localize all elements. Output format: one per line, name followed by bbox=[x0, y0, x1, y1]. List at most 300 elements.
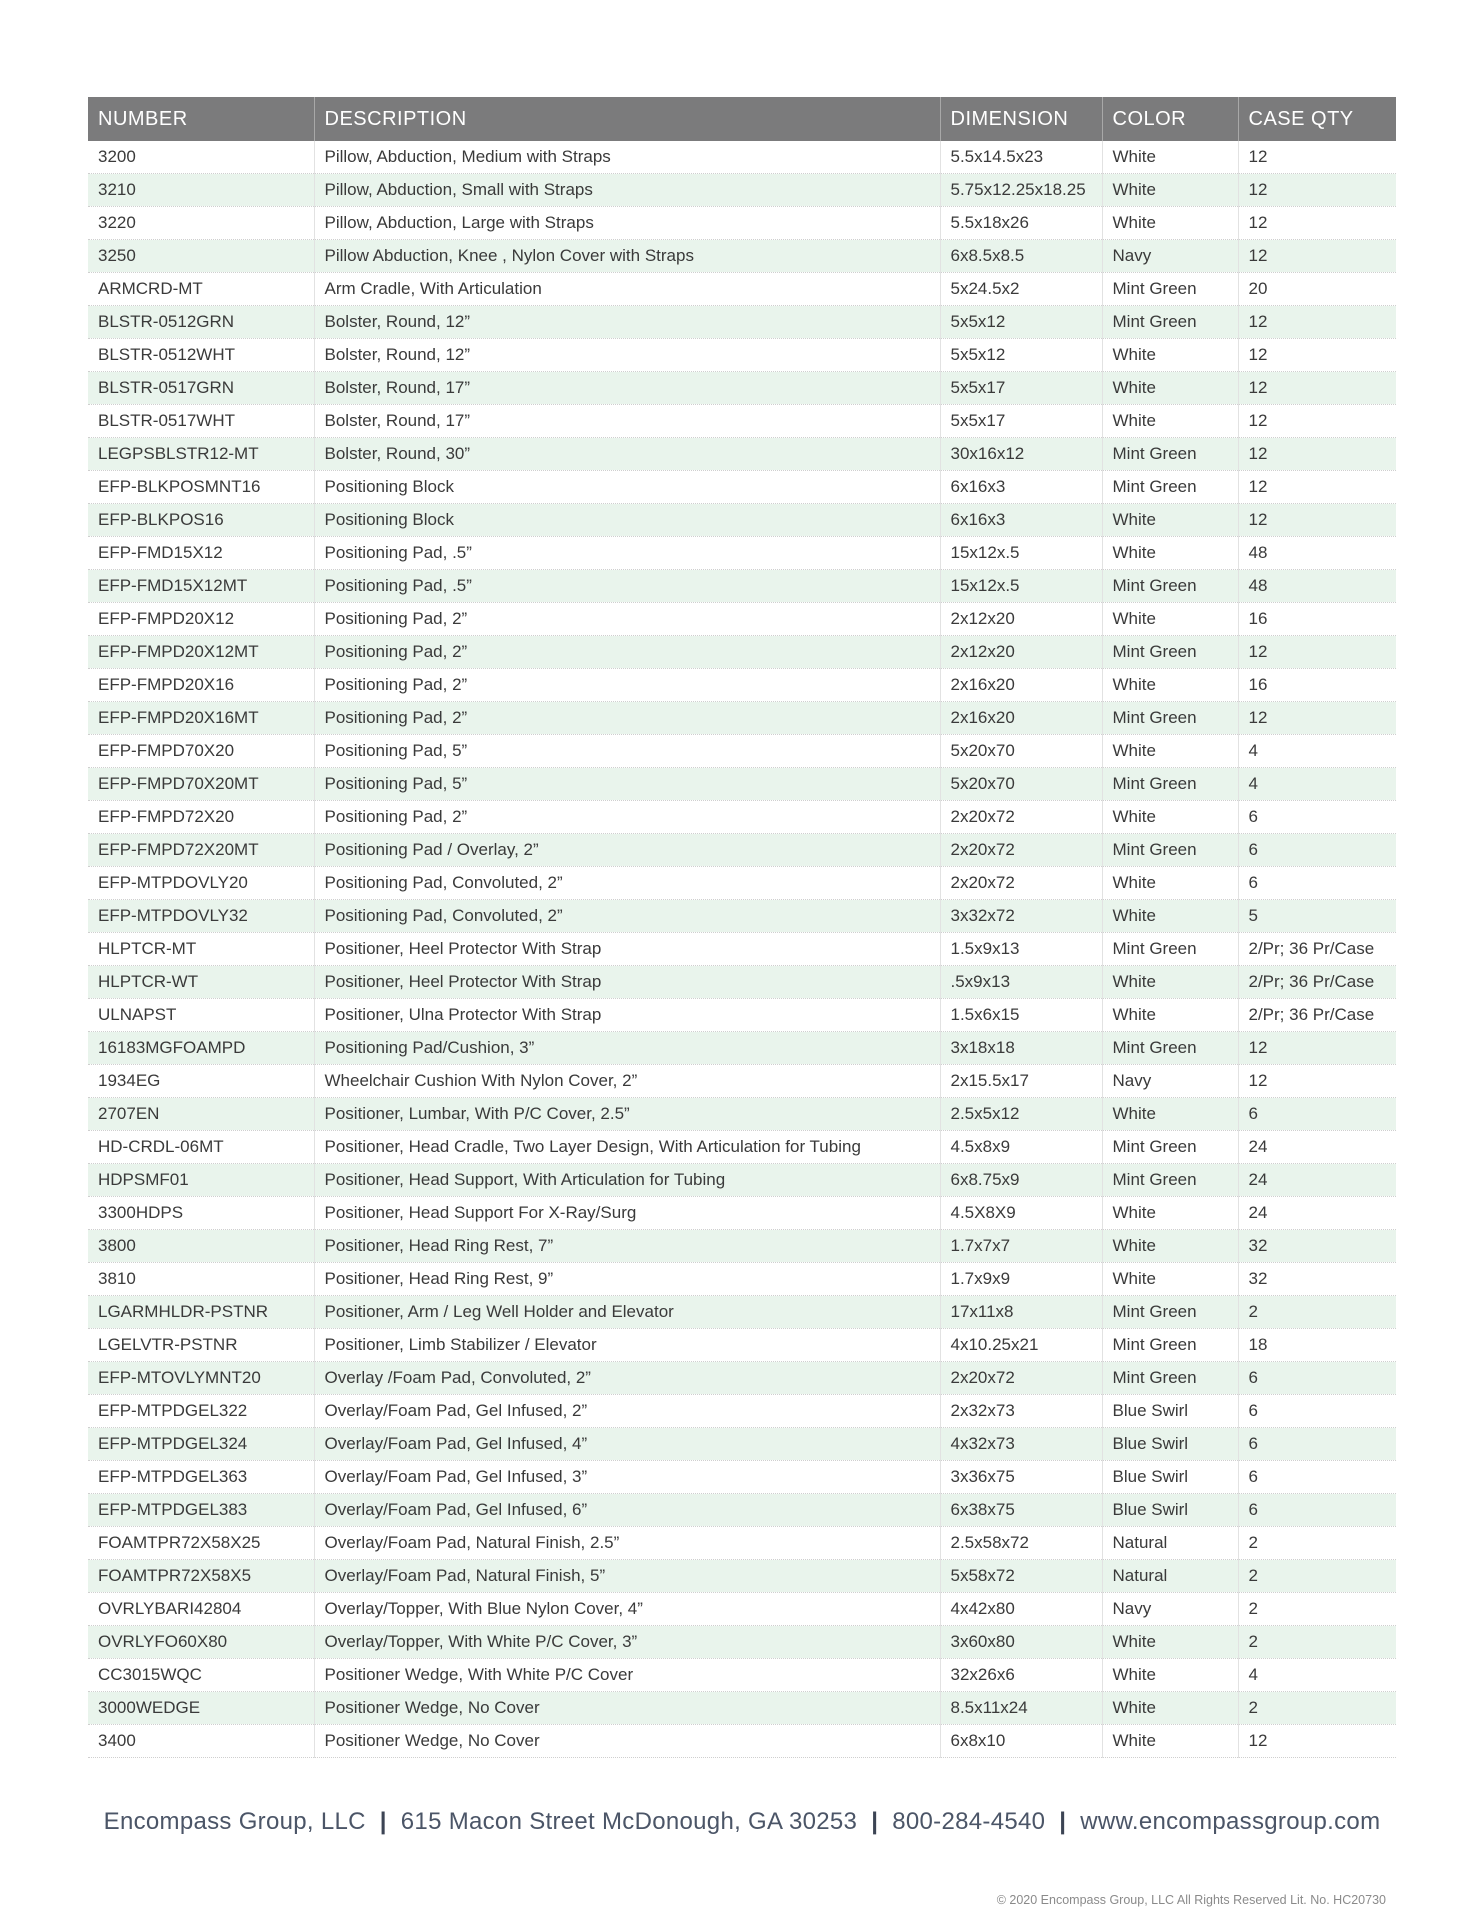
table-row bbox=[88, 1362, 1396, 1395]
cell-color: Blue Swirl bbox=[1102, 1494, 1238, 1527]
cell-color: Mint Green bbox=[1102, 702, 1238, 735]
table-row bbox=[88, 1560, 1396, 1593]
cell-case-qty: 2/Pr; 36 Pr/Case bbox=[1238, 966, 1396, 999]
cell-dimension: 2.5x5x12 bbox=[940, 1098, 1102, 1131]
cell-description: Pillow, Abduction, Small with Straps bbox=[314, 174, 940, 207]
cell-description: Pillow, Abduction, Medium with Straps bbox=[314, 141, 940, 174]
cell-case-qty: 12 bbox=[1238, 438, 1396, 471]
cell-number: 1934EG bbox=[88, 1065, 314, 1098]
cell-case-qty: 12 bbox=[1238, 372, 1396, 405]
cell-dimension: 4.5X8X9 bbox=[940, 1197, 1102, 1230]
cell-case-qty: 2/Pr; 36 Pr/Case bbox=[1238, 999, 1396, 1032]
table-row bbox=[88, 669, 1396, 702]
cell-case-qty: 12 bbox=[1238, 141, 1396, 174]
cell-dimension: 3x36x75 bbox=[940, 1461, 1102, 1494]
table-row bbox=[88, 1164, 1396, 1197]
cell-number: EFP-FMPD72X20 bbox=[88, 801, 314, 834]
cell-number: 3000WEDGE bbox=[88, 1692, 314, 1725]
cell-case-qty: 4 bbox=[1238, 1659, 1396, 1692]
table-row bbox=[88, 801, 1396, 834]
cell-color: White bbox=[1102, 1098, 1238, 1131]
cell-description: Positioning Pad, 2” bbox=[314, 636, 940, 669]
cell-description: Positioner Wedge, No Cover bbox=[314, 1725, 940, 1758]
column-header-description: DESCRIPTION bbox=[314, 97, 940, 141]
cell-description: Positioner Wedge, No Cover bbox=[314, 1692, 940, 1725]
table-row bbox=[88, 537, 1396, 570]
cell-case-qty: 12 bbox=[1238, 207, 1396, 240]
table-row bbox=[88, 1725, 1396, 1758]
cell-description: Positioning Pad, 2” bbox=[314, 603, 940, 636]
cell-description: Overlay/Foam Pad, Gel Infused, 2” bbox=[314, 1395, 940, 1428]
cell-color: White bbox=[1102, 669, 1238, 702]
cell-case-qty: 6 bbox=[1238, 867, 1396, 900]
cell-case-qty: 24 bbox=[1238, 1164, 1396, 1197]
cell-number: LEGPSBLSTR12-MT bbox=[88, 438, 314, 471]
cell-description: Positioner, Head Support For X-Ray/Surg bbox=[314, 1197, 940, 1230]
cell-case-qty: 12 bbox=[1238, 702, 1396, 735]
cell-case-qty: 2 bbox=[1238, 1527, 1396, 1560]
cell-description: Overlay /Foam Pad, Convoluted, 2” bbox=[314, 1362, 940, 1395]
table-row bbox=[88, 174, 1396, 207]
cell-number: EFP-BLKPOS16 bbox=[88, 504, 314, 537]
cell-description: Positioner, Head Support, With Articulation for Tubing bbox=[314, 1164, 940, 1197]
cell-description: Positioner, Lumbar, With P/C Cover, 2.5” bbox=[314, 1098, 940, 1131]
cell-color: Mint Green bbox=[1102, 1131, 1238, 1164]
cell-number: EFP-MTPDGEL363 bbox=[88, 1461, 314, 1494]
cell-description: Positioner, Arm / Leg Well Holder and Elevator bbox=[314, 1296, 940, 1329]
cell-dimension: 6x16x3 bbox=[940, 504, 1102, 537]
cell-description: Overlay/Foam Pad, Gel Infused, 3” bbox=[314, 1461, 940, 1494]
cell-color: Mint Green bbox=[1102, 306, 1238, 339]
cell-color: White bbox=[1102, 372, 1238, 405]
cell-case-qty: 2 bbox=[1238, 1560, 1396, 1593]
cell-color: Mint Green bbox=[1102, 570, 1238, 603]
cell-description: Overlay/Foam Pad, Gel Infused, 4” bbox=[314, 1428, 940, 1461]
cell-dimension: 2x20x72 bbox=[940, 801, 1102, 834]
cell-color: Mint Green bbox=[1102, 273, 1238, 306]
cell-case-qty: 32 bbox=[1238, 1230, 1396, 1263]
cell-description: Positioning Pad, Convoluted, 2” bbox=[314, 900, 940, 933]
cell-color: Blue Swirl bbox=[1102, 1428, 1238, 1461]
cell-case-qty: 6 bbox=[1238, 1098, 1396, 1131]
cell-dimension: 2x16x20 bbox=[940, 669, 1102, 702]
table-row bbox=[88, 867, 1396, 900]
cell-color: Natural bbox=[1102, 1527, 1238, 1560]
cell-dimension: 6x8x10 bbox=[940, 1725, 1102, 1758]
cell-dimension: 5x5x17 bbox=[940, 372, 1102, 405]
cell-number: BLSTR-0517GRN bbox=[88, 372, 314, 405]
cell-color: White bbox=[1102, 405, 1238, 438]
cell-case-qty: 20 bbox=[1238, 273, 1396, 306]
cell-number: ARMCRD-MT bbox=[88, 273, 314, 306]
cell-number: 3800 bbox=[88, 1230, 314, 1263]
cell-dimension: 30x16x12 bbox=[940, 438, 1102, 471]
product-table bbox=[88, 97, 1396, 1758]
cell-case-qty: 6 bbox=[1238, 1461, 1396, 1494]
cell-description: Positioning Block bbox=[314, 504, 940, 537]
cell-dimension: 5x20x70 bbox=[940, 735, 1102, 768]
cell-dimension: 2x15.5x17 bbox=[940, 1065, 1102, 1098]
cell-dimension: 2x20x72 bbox=[940, 867, 1102, 900]
cell-color: Mint Green bbox=[1102, 1032, 1238, 1065]
cell-dimension: 4.5x8x9 bbox=[940, 1131, 1102, 1164]
table-row bbox=[88, 966, 1396, 999]
cell-description: Arm Cradle, With Articulation bbox=[314, 273, 940, 306]
cell-dimension: 2x32x73 bbox=[940, 1395, 1102, 1428]
column-header-dimension: DIMENSION bbox=[940, 97, 1102, 141]
cell-description: Pillow, Abduction, Large with Straps bbox=[314, 207, 940, 240]
cell-color: White bbox=[1102, 1725, 1238, 1758]
cell-color: Mint Green bbox=[1102, 1362, 1238, 1395]
cell-number: CC3015WQC bbox=[88, 1659, 314, 1692]
cell-case-qty: 48 bbox=[1238, 570, 1396, 603]
cell-number: EFP-FMD15X12 bbox=[88, 537, 314, 570]
cell-description: Bolster, Round, 12” bbox=[314, 306, 940, 339]
cell-dimension: 6x8.5x8.5 bbox=[940, 240, 1102, 273]
cell-number: 3200 bbox=[88, 141, 314, 174]
cell-color: White bbox=[1102, 900, 1238, 933]
cell-dimension: 15x12x.5 bbox=[940, 570, 1102, 603]
cell-description: Positioning Pad/Cushion, 3” bbox=[314, 1032, 940, 1065]
table-row bbox=[88, 240, 1396, 273]
table-row bbox=[88, 834, 1396, 867]
cell-dimension: 1.5x6x15 bbox=[940, 999, 1102, 1032]
cell-description: Positioning Pad, 5” bbox=[314, 768, 940, 801]
cell-description: Positioning Pad, .5” bbox=[314, 537, 940, 570]
cell-color: White bbox=[1102, 1659, 1238, 1692]
cell-number: EFP-MTOVLYMNT20 bbox=[88, 1362, 314, 1395]
cell-number: 3210 bbox=[88, 174, 314, 207]
table-row bbox=[88, 141, 1396, 174]
cell-color: White bbox=[1102, 537, 1238, 570]
copyright-notice: © 2020 Encompass Group, LLC All Rights Reserved Lit. No. HC20730 bbox=[996, 1893, 1386, 1907]
cell-dimension: 32x26x6 bbox=[940, 1659, 1102, 1692]
cell-color: White bbox=[1102, 603, 1238, 636]
table-row bbox=[88, 372, 1396, 405]
cell-case-qty: 12 bbox=[1238, 405, 1396, 438]
table-row bbox=[88, 1131, 1396, 1164]
cell-case-qty: 2 bbox=[1238, 1626, 1396, 1659]
cell-number: HD-CRDL-06MT bbox=[88, 1131, 314, 1164]
cell-color: Blue Swirl bbox=[1102, 1461, 1238, 1494]
cell-dimension: 2x12x20 bbox=[940, 603, 1102, 636]
cell-color: White bbox=[1102, 966, 1238, 999]
cell-dimension: 5x5x12 bbox=[940, 306, 1102, 339]
cell-number: 3250 bbox=[88, 240, 314, 273]
cell-number: EFP-BLKPOSMNT16 bbox=[88, 471, 314, 504]
cell-number: HDPSMF01 bbox=[88, 1164, 314, 1197]
cell-number: EFP-FMPD70X20MT bbox=[88, 768, 314, 801]
cell-case-qty: 12 bbox=[1238, 240, 1396, 273]
cell-description: Overlay/Foam Pad, Natural Finish, 2.5” bbox=[314, 1527, 940, 1560]
cell-number: EFP-MTPDOVLY32 bbox=[88, 900, 314, 933]
cell-description: Overlay/Topper, With Blue Nylon Cover, 4” bbox=[314, 1593, 940, 1626]
table-row bbox=[88, 405, 1396, 438]
table-row bbox=[88, 1593, 1396, 1626]
cell-description: Positioning Pad, Convoluted, 2” bbox=[314, 867, 940, 900]
cell-case-qty: 6 bbox=[1238, 1494, 1396, 1527]
table-row bbox=[88, 1428, 1396, 1461]
cell-case-qty: 16 bbox=[1238, 669, 1396, 702]
cell-number: EFP-FMPD20X16MT bbox=[88, 702, 314, 735]
table-row bbox=[88, 1065, 1396, 1098]
cell-dimension: 6x8.75x9 bbox=[940, 1164, 1102, 1197]
footer-separator: | bbox=[871, 1808, 879, 1835]
cell-dimension: 17x11x8 bbox=[940, 1296, 1102, 1329]
cell-number: EFP-FMPD70X20 bbox=[88, 735, 314, 768]
cell-dimension: 4x32x73 bbox=[940, 1428, 1102, 1461]
cell-number: EFP-MTPDGEL383 bbox=[88, 1494, 314, 1527]
cell-dimension: 15x12x.5 bbox=[940, 537, 1102, 570]
table-header-row bbox=[88, 97, 1396, 141]
cell-description: Bolster, Round, 30” bbox=[314, 438, 940, 471]
cell-case-qty: 2 bbox=[1238, 1692, 1396, 1725]
cell-description: Overlay/Foam Pad, Natural Finish, 5” bbox=[314, 1560, 940, 1593]
cell-color: Mint Green bbox=[1102, 1164, 1238, 1197]
table-row bbox=[88, 438, 1396, 471]
cell-color: Mint Green bbox=[1102, 471, 1238, 504]
footer-phone: 800-284-4540 bbox=[892, 1808, 1046, 1835]
table-row bbox=[88, 603, 1396, 636]
footer-contact bbox=[0, 1808, 1484, 1836]
table-row bbox=[88, 1263, 1396, 1296]
cell-dimension: 2x12x20 bbox=[940, 636, 1102, 669]
cell-color: Mint Green bbox=[1102, 1329, 1238, 1362]
cell-case-qty: 24 bbox=[1238, 1131, 1396, 1164]
cell-dimension: 5x5x17 bbox=[940, 405, 1102, 438]
column-header-color: COLOR bbox=[1102, 97, 1238, 141]
cell-number: EFP-MTPDOVLY20 bbox=[88, 867, 314, 900]
cell-color: Mint Green bbox=[1102, 438, 1238, 471]
cell-number: 3300HDPS bbox=[88, 1197, 314, 1230]
cell-dimension: 6x16x3 bbox=[940, 471, 1102, 504]
cell-dimension: .5x9x13 bbox=[940, 966, 1102, 999]
cell-description: Positioning Block bbox=[314, 471, 940, 504]
cell-dimension: 5.75x12.25x18.25 bbox=[940, 174, 1102, 207]
table-row bbox=[88, 207, 1396, 240]
cell-dimension: 5x20x70 bbox=[940, 768, 1102, 801]
cell-dimension: 4x10.25x21 bbox=[940, 1329, 1102, 1362]
cell-description: Positioning Pad, 5” bbox=[314, 735, 940, 768]
cell-description: Bolster, Round, 12” bbox=[314, 339, 940, 372]
cell-color: White bbox=[1102, 141, 1238, 174]
table-row bbox=[88, 1692, 1396, 1725]
cell-case-qty: 2/Pr; 36 Pr/Case bbox=[1238, 933, 1396, 966]
cell-color: White bbox=[1102, 801, 1238, 834]
cell-number: ULNAPST bbox=[88, 999, 314, 1032]
table-row bbox=[88, 933, 1396, 966]
cell-dimension: 2x16x20 bbox=[940, 702, 1102, 735]
cell-number: OVRLYBARI42804 bbox=[88, 1593, 314, 1626]
table-row bbox=[88, 636, 1396, 669]
cell-description: Overlay/Foam Pad, Gel Infused, 6” bbox=[314, 1494, 940, 1527]
table-row bbox=[88, 1230, 1396, 1263]
cell-case-qty: 12 bbox=[1238, 471, 1396, 504]
cell-number: EFP-MTPDGEL324 bbox=[88, 1428, 314, 1461]
cell-description: Positioning Pad, 2” bbox=[314, 702, 940, 735]
cell-number: FOAMTPR72X58X25 bbox=[88, 1527, 314, 1560]
cell-case-qty: 6 bbox=[1238, 1428, 1396, 1461]
cell-description: Positioning Pad, 2” bbox=[314, 669, 940, 702]
cell-number: EFP-FMPD20X16 bbox=[88, 669, 314, 702]
cell-case-qty: 12 bbox=[1238, 306, 1396, 339]
cell-color: Mint Green bbox=[1102, 1296, 1238, 1329]
cell-color: White bbox=[1102, 174, 1238, 207]
cell-dimension: 3x32x72 bbox=[940, 900, 1102, 933]
cell-case-qty: 12 bbox=[1238, 1725, 1396, 1758]
cell-number: FOAMTPR72X58X5 bbox=[88, 1560, 314, 1593]
table-row bbox=[88, 1659, 1396, 1692]
cell-dimension: 2x20x72 bbox=[940, 834, 1102, 867]
table-row bbox=[88, 1461, 1396, 1494]
cell-number: 16183MGFOAMPD bbox=[88, 1032, 314, 1065]
table-row bbox=[88, 702, 1396, 735]
cell-number: 3810 bbox=[88, 1263, 314, 1296]
cell-number: EFP-MTPDGEL322 bbox=[88, 1395, 314, 1428]
cell-color: Mint Green bbox=[1102, 768, 1238, 801]
cell-color: Mint Green bbox=[1102, 834, 1238, 867]
cell-number: EFP-FMPD20X12MT bbox=[88, 636, 314, 669]
table-row bbox=[88, 1494, 1396, 1527]
cell-color: White bbox=[1102, 339, 1238, 372]
cell-number: 2707EN bbox=[88, 1098, 314, 1131]
cell-dimension: 5x58x72 bbox=[940, 1560, 1102, 1593]
cell-number: 3400 bbox=[88, 1725, 314, 1758]
cell-color: Mint Green bbox=[1102, 933, 1238, 966]
cell-case-qty: 16 bbox=[1238, 603, 1396, 636]
cell-description: Bolster, Round, 17” bbox=[314, 405, 940, 438]
footer-website: www.encompassgroup.com bbox=[1080, 1808, 1381, 1835]
cell-description: Positioner, Ulna Protector With Strap bbox=[314, 999, 940, 1032]
cell-dimension: 1.5x9x13 bbox=[940, 933, 1102, 966]
cell-color: White bbox=[1102, 1692, 1238, 1725]
cell-case-qty: 6 bbox=[1238, 1395, 1396, 1428]
cell-number: 3220 bbox=[88, 207, 314, 240]
cell-color: White bbox=[1102, 867, 1238, 900]
cell-color: Navy bbox=[1102, 1065, 1238, 1098]
cell-number: HLPTCR-MT bbox=[88, 933, 314, 966]
table-row bbox=[88, 735, 1396, 768]
cell-number: LGARMHLDR-PSTNR bbox=[88, 1296, 314, 1329]
cell-description: Positioner Wedge, With White P/C Cover bbox=[314, 1659, 940, 1692]
cell-number: BLSTR-0517WHT bbox=[88, 405, 314, 438]
footer-separator: | bbox=[379, 1808, 387, 1835]
cell-number: OVRLYFO60X80 bbox=[88, 1626, 314, 1659]
cell-dimension: 1.7x7x7 bbox=[940, 1230, 1102, 1263]
cell-color: Navy bbox=[1102, 240, 1238, 273]
cell-color: White bbox=[1102, 207, 1238, 240]
cell-dimension: 8.5x11x24 bbox=[940, 1692, 1102, 1725]
cell-number: EFP-FMD15X12MT bbox=[88, 570, 314, 603]
cell-color: Blue Swirl bbox=[1102, 1395, 1238, 1428]
cell-description: Positioner, Head Ring Rest, 7” bbox=[314, 1230, 940, 1263]
cell-color: Mint Green bbox=[1102, 636, 1238, 669]
table-row bbox=[88, 999, 1396, 1032]
cell-case-qty: 2 bbox=[1238, 1296, 1396, 1329]
table-row bbox=[88, 1395, 1396, 1428]
cell-color: White bbox=[1102, 1263, 1238, 1296]
cell-number: HLPTCR-WT bbox=[88, 966, 314, 999]
cell-case-qty: 24 bbox=[1238, 1197, 1396, 1230]
cell-color: White bbox=[1102, 1197, 1238, 1230]
footer-separator: | bbox=[1059, 1808, 1067, 1835]
cell-case-qty: 4 bbox=[1238, 768, 1396, 801]
column-header-case-qty: CASE QTY bbox=[1238, 97, 1396, 141]
cell-case-qty: 12 bbox=[1238, 1065, 1396, 1098]
table-row bbox=[88, 900, 1396, 933]
cell-color: White bbox=[1102, 504, 1238, 537]
cell-case-qty: 2 bbox=[1238, 1593, 1396, 1626]
cell-case-qty: 18 bbox=[1238, 1329, 1396, 1362]
table-row bbox=[88, 1626, 1396, 1659]
cell-dimension: 5.5x14.5x23 bbox=[940, 141, 1102, 174]
cell-dimension: 1.7x9x9 bbox=[940, 1263, 1102, 1296]
cell-color: White bbox=[1102, 735, 1238, 768]
cell-color: White bbox=[1102, 999, 1238, 1032]
cell-description: Overlay/Topper, With White P/C Cover, 3” bbox=[314, 1626, 940, 1659]
table-row bbox=[88, 1032, 1396, 1065]
table-row bbox=[88, 504, 1396, 537]
cell-case-qty: 12 bbox=[1238, 636, 1396, 669]
cell-description: Wheelchair Cushion With Nylon Cover, 2” bbox=[314, 1065, 940, 1098]
cell-color: Natural bbox=[1102, 1560, 1238, 1593]
table-row bbox=[88, 471, 1396, 504]
cell-case-qty: 6 bbox=[1238, 834, 1396, 867]
cell-description: Pillow Abduction, Knee , Nylon Cover with Straps bbox=[314, 240, 940, 273]
cell-dimension: 5x24.5x2 bbox=[940, 273, 1102, 306]
cell-color: White bbox=[1102, 1626, 1238, 1659]
cell-number: EFP-FMPD20X12 bbox=[88, 603, 314, 636]
cell-number: LGELVTR-PSTNR bbox=[88, 1329, 314, 1362]
column-header-number: NUMBER bbox=[88, 97, 314, 141]
cell-case-qty: 12 bbox=[1238, 504, 1396, 537]
cell-number: BLSTR-0512GRN bbox=[88, 306, 314, 339]
cell-dimension: 5x5x12 bbox=[940, 339, 1102, 372]
cell-dimension: 3x18x18 bbox=[940, 1032, 1102, 1065]
cell-dimension: 3x60x80 bbox=[940, 1626, 1102, 1659]
table-row bbox=[88, 1197, 1396, 1230]
footer-address: 615 Macon Street McDonough, GA 30253 bbox=[400, 1808, 858, 1835]
cell-description: Positioner, Limb Stabilizer / Elevator bbox=[314, 1329, 940, 1362]
cell-case-qty: 32 bbox=[1238, 1263, 1396, 1296]
cell-dimension: 6x38x75 bbox=[940, 1494, 1102, 1527]
cell-description: Positioning Pad, .5” bbox=[314, 570, 940, 603]
cell-description: Positioner, Heel Protector With Strap bbox=[314, 933, 940, 966]
cell-description: Bolster, Round, 17” bbox=[314, 372, 940, 405]
table-body bbox=[88, 141, 1396, 1758]
cell-color: Navy bbox=[1102, 1593, 1238, 1626]
table-row bbox=[88, 1329, 1396, 1362]
cell-description: Positioning Pad / Overlay, 2” bbox=[314, 834, 940, 867]
cell-description: Positioner, Heel Protector With Strap bbox=[314, 966, 940, 999]
table-row bbox=[88, 570, 1396, 603]
table-row bbox=[88, 768, 1396, 801]
table-row bbox=[88, 1098, 1396, 1131]
cell-dimension: 2x20x72 bbox=[940, 1362, 1102, 1395]
cell-description: Positioner, Head Cradle, Two Layer Design, With Articulation for Tubing bbox=[314, 1131, 940, 1164]
cell-case-qty: 6 bbox=[1238, 1362, 1396, 1395]
cell-number: EFP-FMPD72X20MT bbox=[88, 834, 314, 867]
cell-case-qty: 4 bbox=[1238, 735, 1396, 768]
cell-case-qty: 5 bbox=[1238, 900, 1396, 933]
cell-dimension: 2.5x58x72 bbox=[940, 1527, 1102, 1560]
cell-case-qty: 6 bbox=[1238, 801, 1396, 834]
table-row bbox=[88, 1296, 1396, 1329]
table-row bbox=[88, 1527, 1396, 1560]
table-row bbox=[88, 306, 1396, 339]
cell-case-qty: 12 bbox=[1238, 174, 1396, 207]
cell-case-qty: 12 bbox=[1238, 339, 1396, 372]
